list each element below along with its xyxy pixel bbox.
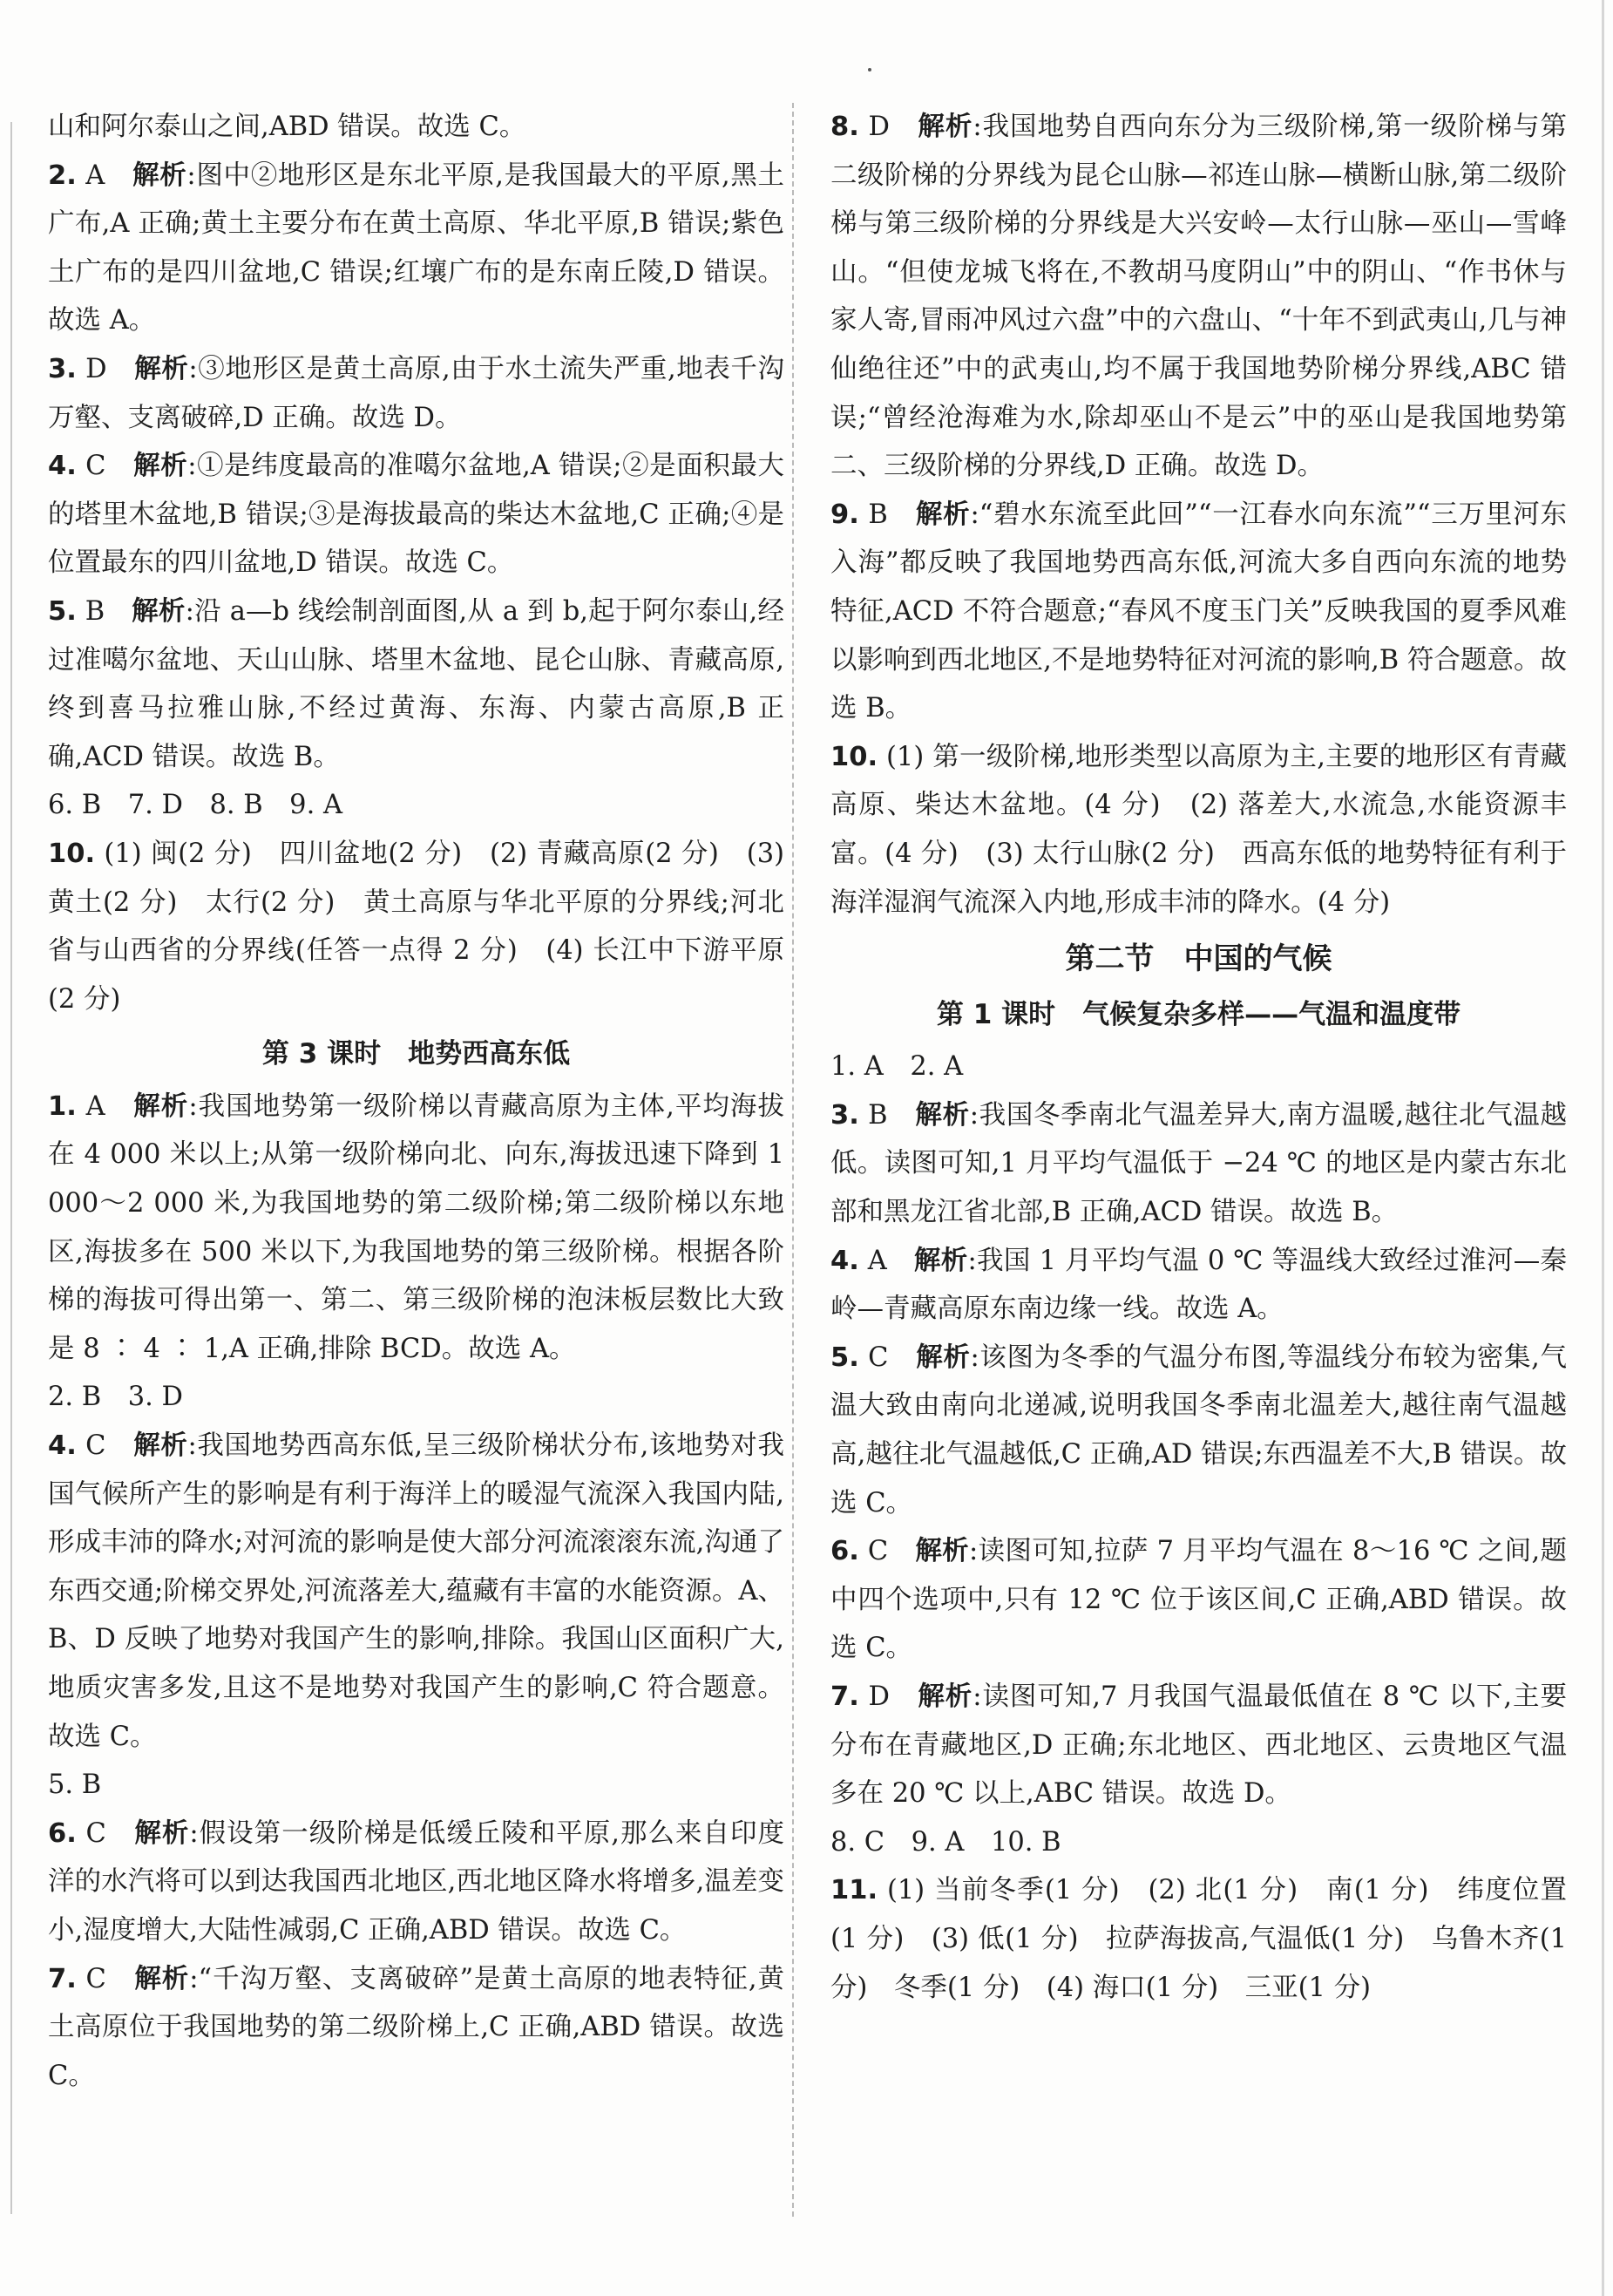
answer-text: :假设第一级阶梯是低缓丘陵和平原,那么来自印度洋的水汽将可以到达我国西北地区,西北地区降水将增多,温差变小,湿度增大,大陆性减弱,C 正确,ABD 错误。故选 C。 (48, 1817, 784, 1946)
question-number: 7. (48, 1963, 77, 1994)
analysis-label: 解析 (915, 499, 971, 530)
analysis-label: 解析 (133, 1090, 189, 1122)
analysis-label: 解析 (134, 1817, 190, 1849)
question-number: 9. (830, 499, 859, 530)
analysis-label: 解析 (915, 1536, 969, 1567)
answer-item (830, 1866, 1567, 2012)
question-number: 11. (830, 1875, 878, 1906)
answer-letter: A (85, 1090, 105, 1122)
answer-item (48, 345, 784, 442)
answer-item (830, 733, 1567, 927)
answer-text: :该图为冬季的气温分布图,等温线分布较为密集,气温大致由南向北递减,说明我国冬季南北温差大,越往南气温越高,越往北气温越低,C 正确,AD 错误;东西温差不大,B 错误。故选 C。 (830, 1342, 1567, 1518)
answer-item (48, 830, 784, 1023)
left-column (48, 103, 784, 2100)
answer-letter: C (85, 1817, 106, 1849)
answer-item (48, 1810, 784, 1955)
answer-letter: B (85, 595, 105, 627)
left-answer-list (48, 103, 784, 1023)
question-number: 4. (48, 1430, 77, 1462)
question-number: 4. (48, 451, 77, 482)
answer-letter: C (85, 1430, 106, 1462)
question-number: 10. (48, 838, 96, 869)
answer-text: :我国地势西高东低,呈三级阶梯状分布,该地势对我国气候所产生的影响是有利于海洋上的暖湿气流深入我国内陆,形成丰沛的降水;对河流的影响是使大部分河流滚滚东流,沟通了东西交通;阶梯交界处,河流落差大,蕴藏有丰富的水能资源。A、B、D 反映了地势对我国产生的影响,排除。我国山区面积广大,地质灾害多发,且这不是地势对我国产生的影响,C 符合题意。故选 C。 (48, 1430, 784, 1752)
answer-text: :我国地势自西向东分为三级阶梯,第一级阶梯与第二级阶梯的分界线为昆仑山脉—祁连山脉—横断山脉,第二级阶梯与第三级阶梯的分界线是大兴安岭—太行山脉—巫山—雪峰山。“但使龙城飞将在,不教胡马度阴山”中的阴山、“作书休与家人寄,冒雨冲风过六盘”中的六盘山、“十年不到武夷山,几与神仙绝往还”中的武夷山,均不属于我国地势阶梯分界线,ABC 错误;“曾经沧海难为水,除却巫山不是云”中的巫山是我国地势第二、三级阶梯的分界线,D 正确。故选 D。 (830, 112, 1568, 482)
answer-item (830, 1818, 1567, 1867)
question-number: 10. (830, 741, 878, 772)
answer-item (48, 1422, 784, 1761)
right-answer-list-2 (830, 1043, 1567, 2012)
answer-text: :读图可知,拉萨 7 月平均气温在 8～16 ℃ 之间,题中四个选项中,只有 12 ℃ 位于该区间,C 正确,ABD 错误。故选 C。 (830, 1536, 1568, 1664)
answer-item (48, 1083, 784, 1374)
answer-text: :沿 a—b 线绘制剖面图,从 a 到 b,起于阿尔泰山,经过准噶尔盆地、天山山脉、塔里木盆地、昆仑山脉、青藏高原,终到喜马拉雅山脉,不经过黄海、东海、内蒙古高原,B 正确,ACD 错误。故选 B。 (48, 595, 784, 772)
answer-text: (1) 当前冬季(1 分) (2) 北(1 分) 南(1 分) 纬度位置(1 分) (3) 低(1 分) 拉萨海拔高,气温低(1 分) 乌鲁木齐(1 分) 冬季(1 分) (4) 海口(1 分) 三亚(1 分) (830, 1875, 1567, 2003)
analysis-label: 解析 (918, 1681, 973, 1712)
page-edge-left (10, 122, 12, 2214)
answer-text: (1) 闽(2 分) 四川盆地(2 分) (2) 青藏高原(2 分) (3) 黄土(2 分) 太行(2 分) 黄土高原与华北平原的分界线;河北省与山西省的分界线(任答一点得 2 分) (4) 长江中下游平原(2 分) (48, 838, 784, 1015)
answer-item (830, 1673, 1567, 1818)
answer-letter: C (867, 1536, 889, 1567)
question-number: 8. (830, 112, 859, 142)
answer-letter: D (868, 112, 890, 142)
left-answer-list-2 (48, 1083, 784, 2100)
answer-text: :③地形区是黄土高原,由于水土流失严重,地表千沟万壑、支离破碎,D 正确。故选 D。 (48, 353, 784, 433)
analysis-label: 解析 (132, 595, 186, 627)
right-column (830, 103, 1567, 2012)
question-number: 6. (830, 1536, 859, 1567)
top-dot (868, 68, 871, 71)
analysis-label: 解析 (913, 1245, 968, 1276)
question-number: 4. (830, 1245, 859, 1276)
answer-letter: A (85, 160, 105, 191)
question-number: 6. (48, 1817, 77, 1849)
answer-text: :我国地势第一级阶梯以青藏高原为主体,平均海拔在 4 000 米以上;从第一级阶梯向北、向东,海拔迅速下降到 1 000～2 000 米,为我国地势的第二级阶梯;第二级阶梯以东地区,海拔多在 500 米以下,为我国地势的第三级阶梯。根据各阶梯的海拔可得出第一、第二、第三级阶梯的泡沫板层数比大致是 8 ∶ 4 ∶ 1,A 正确,排除 BCD。故选 A。 (48, 1090, 784, 1364)
answer-text: 5. B (48, 1770, 102, 1801)
answer-text: :图中②地形区是东北平原,是我国最大的平原,黑土广布,A 正确;黄土主要分布在黄土高原、华北平原,B 错误;紫色土广布的是四川盆地,C 错误;红壤广布的是东南丘陵,D 错误。故选 A。 (48, 160, 784, 336)
answer-item (830, 103, 1567, 491)
answer-text: :“千沟万壑、支离破碎”是黄土高原的地表特征,黄土高原位于我国地势的第二级阶梯上,C 正确,ABD 错误。故选 C。 (48, 1963, 785, 2091)
analysis-label: 解析 (134, 353, 189, 384)
answer-letter: B (868, 499, 888, 530)
answer-item (48, 1761, 784, 1810)
answer-text: :我国冬季南北气温差异大,南方温暖,越往北气温越低。读图可知,1 月平均气温低于 −24 ℃ 的地区是内蒙古东北部和黑龙江省北部,B 正确,ACD 错误。故选 B。 (830, 1099, 1568, 1228)
answer-text: 山和阿尔泰山之间,ABD 错误。故选 C。 (48, 112, 526, 142)
right-answer-list (830, 103, 1567, 927)
analysis-label: 解析 (134, 1963, 190, 1994)
answer-text: :“碧水东流至此回”“一江春水向东流”“三万里河东入海”都反映了我国地势西高东低,河流大多自西向东流的地势特征,ACD 不符合题意;“春风不度玉门关”反映我国的夏季风难以影响到西北地区,不是地势特征对河流的影响,B 符合题意。故选 B。 (830, 499, 1568, 724)
analysis-label: 解析 (133, 1430, 188, 1462)
answer-text: (1) 第一级阶梯,地形类型以高原为主,主要的地形区有青藏高原、柴达木盆地。(4 分) (2) 落差大,水流急,水能资源丰富。(4 分) (3) 太行山脉(2 分) 西高东低的地势特征有利于海洋湿润气流深入内地,形成丰沛的降水。(4 分) (830, 741, 1567, 918)
answer-item (830, 1237, 1567, 1334)
analysis-label: 解析 (915, 1099, 970, 1131)
answer-text: :我国 1 月平均气温 0 ℃ 等温线大致经过淮河—秦岭—青藏高原东南边缘一线。故选 A。 (830, 1245, 1568, 1325)
page-edge-right (1602, 0, 1604, 2296)
answer-item (48, 1373, 784, 1422)
question-number: 3. (48, 353, 77, 384)
answer-letter: C (85, 451, 106, 482)
answer-text: 8. C 9. A 10. B (830, 1826, 1061, 1858)
answer-item (830, 1527, 1567, 1673)
answer-item (48, 1955, 784, 2101)
answer-text: 1. A 2. A (830, 1051, 964, 1083)
answer-item (830, 1043, 1567, 1091)
answer-letter: A (867, 1245, 887, 1276)
answer-item (48, 152, 784, 345)
question-number: 3. (830, 1099, 859, 1131)
question-number: 2. (48, 160, 77, 191)
answer-letter: B (868, 1099, 888, 1131)
analysis-label: 解析 (133, 451, 188, 482)
answer-item (48, 781, 784, 830)
answer-letter: C (85, 1963, 106, 1994)
answer-letter: D (868, 1681, 890, 1712)
section-title: 第二节 中国的气候 (1065, 941, 1332, 977)
answer-item (830, 1334, 1567, 1527)
lesson-title-3: 第 3 课时 地势西高东低 (261, 1038, 571, 1070)
lesson-title-1: 第 1 课时 气候复杂多样——气温和温度带 (936, 998, 1461, 1030)
answer-item (830, 491, 1567, 733)
answer-letter: D (85, 353, 107, 384)
answer-text: :①是纬度最高的准噶尔盆地,A 错误;②是面积最大的塔里木盆地,B 错误;③是海拔最高的柴达木盆地,C 正确;④是位置最东的四川盆地,D 错误。故选 C。 (48, 451, 785, 579)
column-divider (792, 103, 794, 2217)
answer-item (830, 1091, 1567, 1237)
analysis-label: 解析 (916, 1342, 971, 1373)
question-number: 5. (48, 595, 77, 627)
answer-letter: C (868, 1342, 889, 1373)
answer-text: 6. B 7. D 8. B 9. A (48, 790, 342, 821)
answer-text: 2. B 3. D (48, 1382, 183, 1413)
answer-item (48, 442, 784, 588)
question-number: 5. (830, 1342, 859, 1373)
analysis-label: 解析 (918, 112, 973, 142)
answer-item (48, 588, 784, 781)
question-number: 1. (48, 1090, 77, 1122)
answer-text: :读图可知,7 月我国气温最低值在 8 ℃ 以下,主要分布在青藏地区,D 正确;东北地区、西北地区、云贵地区气温多在 20 ℃ 以上,ABC 错误。故选 D。 (830, 1681, 1568, 1810)
question-number: 7. (830, 1681, 859, 1712)
answer-item (48, 103, 784, 152)
analysis-label: 解析 (132, 160, 187, 191)
